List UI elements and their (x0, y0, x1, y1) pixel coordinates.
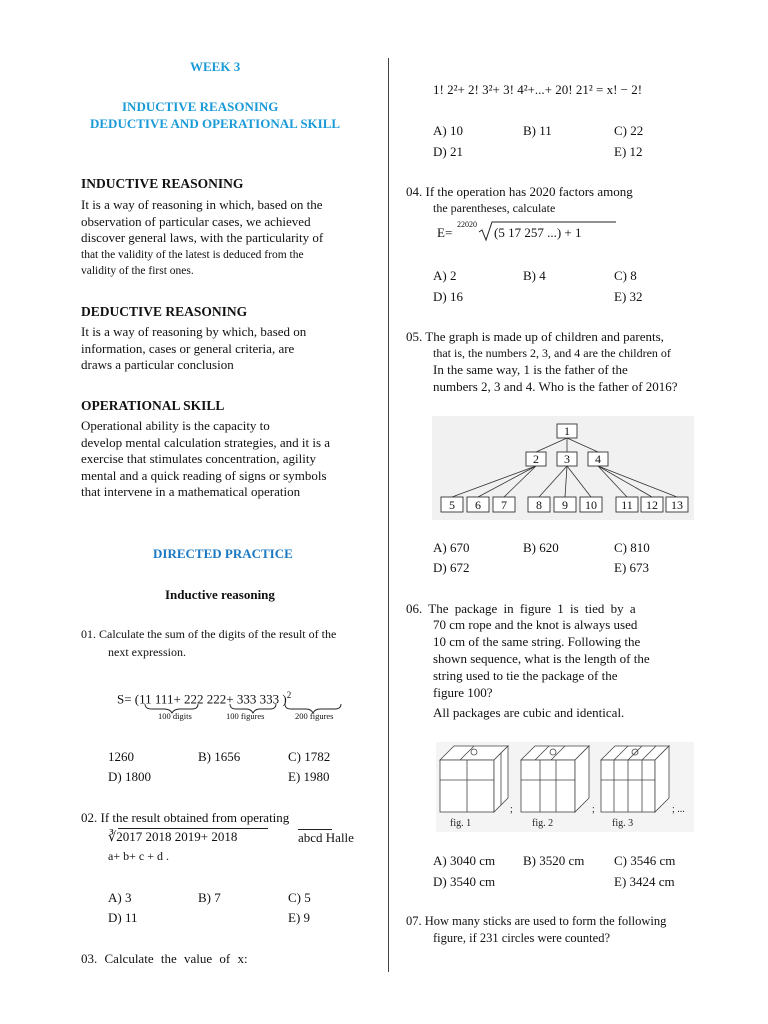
doc-title-2: DEDUCTIVE AND OPERATIONAL SKILL (90, 116, 341, 131)
tree-label-leaf: 8 (536, 498, 542, 512)
q03-option-b: B) 11 (523, 123, 552, 138)
fig-label-3: fig. 3 (612, 818, 634, 829)
fig-label-2: fig. 2 (532, 818, 554, 829)
text-line: information, cases or general criteria, are (81, 340, 295, 356)
q05-option-b: B) 620 (523, 540, 559, 555)
doc-title-1: INDUCTIVE REASONING (122, 99, 279, 114)
text-line: validity of the first ones. (81, 265, 194, 277)
inductive-heading: INDUCTIVE REASONING (81, 176, 244, 191)
q02-option-b: B) 7 (198, 890, 221, 905)
operational-heading: OPERATIONAL SKILL (81, 398, 225, 413)
q05-text-2: that is, the numbers 2, 3, and 4 are the children of (433, 346, 671, 360)
q04-option-c: C) 8 (614, 268, 637, 283)
tree-label-mid: 3 (564, 452, 570, 466)
q05-option-d: D) 672 (433, 560, 470, 575)
tree-label-leaf: 10 (585, 498, 597, 512)
q03-option-a: A) 10 (433, 123, 463, 138)
q06-option-e: E) 3424 cm (614, 874, 675, 889)
q06-option-b: B) 3520 cm (523, 853, 585, 868)
deductive-heading: DEDUCTIVE REASONING (81, 304, 248, 319)
text-line: draws a particular conclusion (81, 357, 234, 372)
q05-option-c: C) 810 (614, 540, 650, 555)
q01-option-c: C) 1782 (288, 749, 331, 764)
q01-brace-label-2: 100 figures (226, 711, 265, 721)
q05-text-4: numbers 2, 3 and 4. Who is the father of 2016? (433, 379, 678, 394)
q01-text-1: 01. Calculate the sum of the digits of the result of the (81, 627, 337, 641)
tree-label-leaf: 6 (475, 498, 481, 512)
q03-text-1: 03. Calculate the value of x: (81, 951, 248, 966)
operational-paragraph (81, 418, 365, 501)
q02-option-e: E) 9 (288, 910, 311, 925)
tree-label-root: 1 (564, 424, 570, 438)
q07-text-2: figure, if 231 circles were counted? (433, 931, 611, 945)
q05-text-3: In the same way, 1 is the father of the (433, 362, 628, 377)
q05-option-e: E) 673 (614, 560, 650, 575)
q04-option-e: E) 32 (614, 289, 643, 304)
text-line: that intervene in a mathematical operation (81, 484, 301, 499)
q03-equation: 1! 2²+ 2! 3²+ 3! 4²+...+ 20! 21² = x! − 2! (433, 82, 643, 97)
q06-text-1: 06. The package in figure 1 is tied by a (406, 601, 636, 616)
q01-text-2: next expression. (108, 645, 186, 659)
q02-radical-bar (118, 828, 268, 829)
tree-label-mid: 4 (595, 452, 601, 466)
tree-label-leaf: 9 (562, 498, 568, 512)
q06-option-a: A) 3040 cm (433, 853, 496, 868)
text-line: observation of particular cases, we achieved (81, 213, 311, 229)
q03-option-d: D) 21 (433, 144, 463, 159)
q06-text-4: shown sequence, what is the length of the (433, 651, 650, 666)
q04-option-a: A) 2 (433, 268, 457, 283)
week-title: WEEK 3 (190, 59, 241, 74)
inductive-subheading: Inductive reasoning (165, 587, 275, 602)
tree-label-mid: 2 (533, 452, 539, 466)
directed-practice-heading: DIRECTED PRACTICE (153, 546, 293, 561)
q02-radical: ∛2017 2018 2019+ 2018 (108, 829, 238, 844)
fig-label-1: fig. 1 (450, 818, 472, 829)
q02-option-c: C) 5 (288, 890, 311, 905)
text-line: It is a way of reasoning in which, based on the (81, 197, 323, 212)
q07-text-1: 07. How many sticks are used to form the following (406, 914, 667, 928)
tree-label-leaf: 7 (501, 498, 507, 512)
fig-separator: ; (592, 804, 595, 815)
column-divider (388, 58, 389, 972)
q02-text-3: a+ b+ c + d . (108, 849, 169, 863)
q02-abcd: abcd Halle (298, 830, 354, 845)
q01-exponent: 2 (286, 690, 292, 700)
q04-text-2: the parentheses, calculate (433, 201, 556, 215)
deductive-paragraph (81, 324, 365, 374)
q01-brace-label-3: 200 figures (295, 711, 334, 721)
q06-option-d: D) 3540 cm (433, 874, 496, 889)
q04-root-index: 22020 (457, 220, 477, 229)
tree-label-leaf: 13 (671, 498, 683, 512)
q03-option-e: E) 12 (614, 144, 643, 159)
q01-option-b: B) 1656 (198, 749, 241, 764)
family-tree-diagram (432, 416, 694, 520)
text-line: It is a way of reasoning by which, based on (81, 324, 307, 339)
q04-e-label: E= (437, 225, 453, 240)
q06-text-2: 70 cm rope and the knot is always used (433, 617, 638, 632)
q04-option-d: D) 16 (433, 289, 463, 304)
q05-text-1: 05. The graph is made up of children and parents, (406, 329, 664, 344)
q06-option-c: C) 3546 cm (614, 853, 676, 868)
q01-option-a: 1260 (108, 749, 134, 764)
tree-label-leaf: 12 (646, 498, 658, 512)
text-line: Operational ability is the capacity to (81, 418, 270, 433)
fig-separator: ; (510, 804, 513, 815)
q01-brace-label-1: 100 digits (158, 711, 192, 721)
q04-text-1: 04. If the operation has 2020 factors among (406, 184, 633, 199)
q04-radicand: (5 17 257 ...) + 1 (494, 225, 582, 240)
q06-text-3: 10 cm of the same string. Following the (433, 634, 641, 649)
q01-expr-text: S= (11 111+ 222 222+ 333 333 ) (117, 691, 287, 707)
fig-separator: ; ... (672, 804, 685, 815)
q02-overline (298, 829, 332, 830)
q06-text-6: figure 100? (433, 685, 493, 700)
q06-text-7: All packages are cubic and identical. (433, 705, 625, 720)
text-line: that the validity of the latest is deduced from the (81, 248, 304, 261)
q02-option-d: D) 11 (108, 910, 138, 925)
q03-option-c: C) 22 (614, 123, 644, 138)
text-line: exercise that stimulates concentration, agility (81, 451, 317, 466)
q01-option-e: E) 1980 (288, 769, 330, 784)
package-figures (436, 742, 694, 832)
tree-label-leaf: 11 (621, 498, 633, 512)
q04-option-b: B) 4 (523, 268, 546, 283)
q01-option-d: D) 1800 (108, 769, 151, 784)
q05-option-a: A) 670 (433, 540, 470, 555)
text-line: discover general laws, with the particularity of (81, 230, 324, 245)
inductive-paragraph (81, 197, 365, 280)
q02-option-a: A) 3 (108, 890, 132, 905)
tree-label-leaf: 5 (449, 498, 455, 512)
text-line: mental and a quick reading of signs or symbols (81, 467, 327, 483)
q02-text-1: 02. If the result obtained from operating (81, 810, 290, 825)
q06-text-5: string used to tie the package of the (433, 668, 618, 683)
text-line: develop mental calculation strategies, and it is a (81, 434, 331, 450)
